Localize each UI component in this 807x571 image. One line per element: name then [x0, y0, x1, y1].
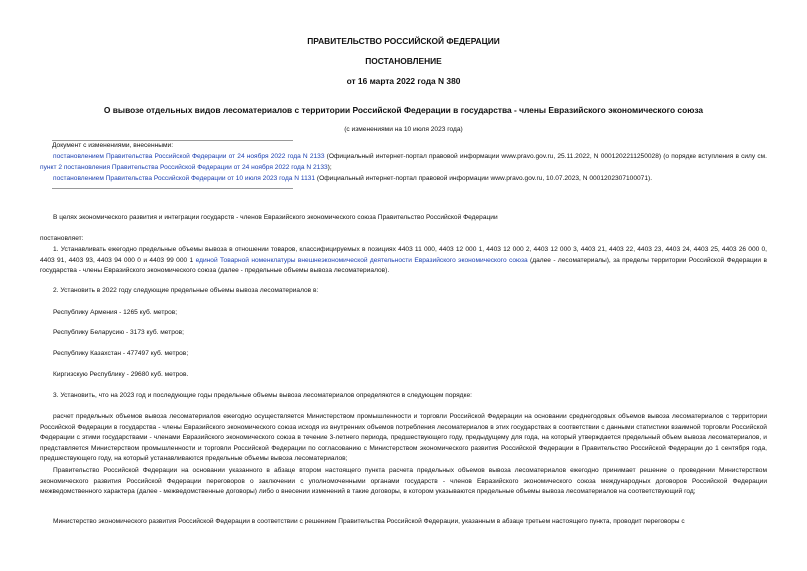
- revision-note: (с изменениями на 10 июля 2023 года): [344, 126, 463, 133]
- change-link-2133-p2[interactable]: пункт 2 постановления Правительства Российской Федерации от 24 ноября 2022 года N 2133: [40, 163, 328, 171]
- quota-belarus: Республику Беларусию - 3173 куб. метров;: [53, 329, 184, 336]
- preamble: В целях экономического развития и интеграции государств - членов Евразийского экономического союза Правительство Российской Федерации: [53, 214, 498, 221]
- changes-bottom-rule: [52, 188, 293, 189]
- clause-3-para-3: Правительство Российской Федерации на основании указанного в абзаце втором настоящего пункта расчета предельных объемов вывоза лесоматериалов ежегодно принимает решение о проведении Министерством экономического развития Российской Федерации переговоров о заключении с уполномоченными органами государств - членов Евразийского экономического союза международных договоров Российской Федерации межведомственного характера (далее - межведомственные договоры) либо о внесении изменений в такие договоры, в котором указываются предельные объемы вывоза лесоматериалов на соответствующий год;: [40, 467, 767, 496]
- quota-kyrgyzstan: Киргизскую Республику - 29680 куб. метров.: [53, 371, 189, 378]
- document-type: ПОСТАНОВЛЕНИЕ: [365, 56, 442, 66]
- change-link-2133[interactable]: постановлением Правительства Российской Федерации от 24 ноября 2022 года N 2133: [53, 153, 325, 160]
- tnved-link[interactable]: единой Товарной номенклатуры внешнеэкономической деятельности Евразийского экономического союза: [195, 256, 528, 264]
- change-entry-2-text: (Официальный интернет-портал правовой информации www.pravo.gov.ru, 10.07.2023, N 0001202307100071).: [315, 175, 653, 182]
- clause-1-text-a: 1. Устанавливать ежегодно предельные объемы вывоза в отношении товаров, классифицируемых в позициях 4403 11 000, 4403 12 000 1, 4403 12 000 2, 4403 12 000 3, 4403 21, 4403 22, 4403 23, 4403 24, 4403 25, 4403 26 000 0, 4403 91, 4403 93, 4403 94 000 0 и 4403 99 000 1: [40, 246, 767, 264]
- clause-3-para-2: расчет предельных объемов вывоза лесоматериалов ежегодно осуществляется Министерством промышленности и торговли Российской Федерации на основании среднегодовых объемов вывоза лесоматериалов с территории Российской Федерации в государства - члены Евразийского экономического союза исходя из внутренних объемов потребления лесоматериалов в этих государствах в соответствии с данными статистики взаимной торговли Российской Федерации с этими государствами - членами Евразийского экономического союза в течение 3-летнего периода, предшествующего году, предыдущему для года, на который утверждается предельный объем вывоза лесоматериалов, и представляется Министерством промышленности и торговли Российской Федерации по согласованию с Министерством экономического развития Российской Федерации в Правительство Российской Федерации до 1 сентября года, предшествующего году, на который устанавливаются предельные объемы вывоза лесоматериалов;: [40, 413, 767, 463]
- clause-2: 2. Установить в 2022 году следующие предельные объемы вывоза лесоматериалов в:: [53, 287, 319, 294]
- quota-kazakhstan: Республику Казахстан - 477497 куб. метров;: [53, 350, 189, 357]
- clause-1: [40, 245, 767, 277]
- change-link-1131[interactable]: постановлением Правительства Российской Федерации от 10 июля 2023 года N 1131: [53, 175, 316, 182]
- document-date-number: от 16 марта 2022 года N 380: [346, 76, 461, 86]
- clause-3-para-4: Министерство экономического развития Российской Федерации в соответствии с решением Правительства Российской Федерации, указанным в абзаце третьем настоящего пункта, проводит переговоры с: [53, 518, 685, 525]
- government-heading: ПРАВИТЕЛЬСТВО РОССИЙСКОЙ ФЕДЕРАЦИИ: [307, 36, 500, 46]
- change-entry-1: [40, 152, 767, 173]
- clause-3: 3. Установить, что на 2023 год и последующие годы предельные объемы вывоза лесоматериалов определяются в следующем порядке:: [53, 392, 472, 399]
- quota-armenia: Республику Армения - 1265 куб. метров;: [53, 309, 178, 316]
- document-title: О вывозе отдельных видов лесоматериалов с территории Российской Федерации в государства - члены Евразийского экономического союза: [103, 105, 704, 115]
- change-entry-2: [40, 174, 767, 185]
- changes-intro: Документ с изменениями, внесенными:: [52, 142, 174, 149]
- clause-1-text-b: (далее - лесоматериалы), за пределы территории Российской Федерации в государства - члены Евразийского экономического союза (далее - предельные объемы вывоза лесоматериалов).: [40, 256, 767, 275]
- change-entry-1-tail: );: [327, 163, 332, 171]
- change-entry-1-text: (Официальный интернет-портал правовой информации www.pravo.gov.ru, 25.11.2022, N 0001202211250028) (о порядке вступления в силу см.: [324, 153, 768, 160]
- decree-word: постановляет:: [40, 235, 84, 242]
